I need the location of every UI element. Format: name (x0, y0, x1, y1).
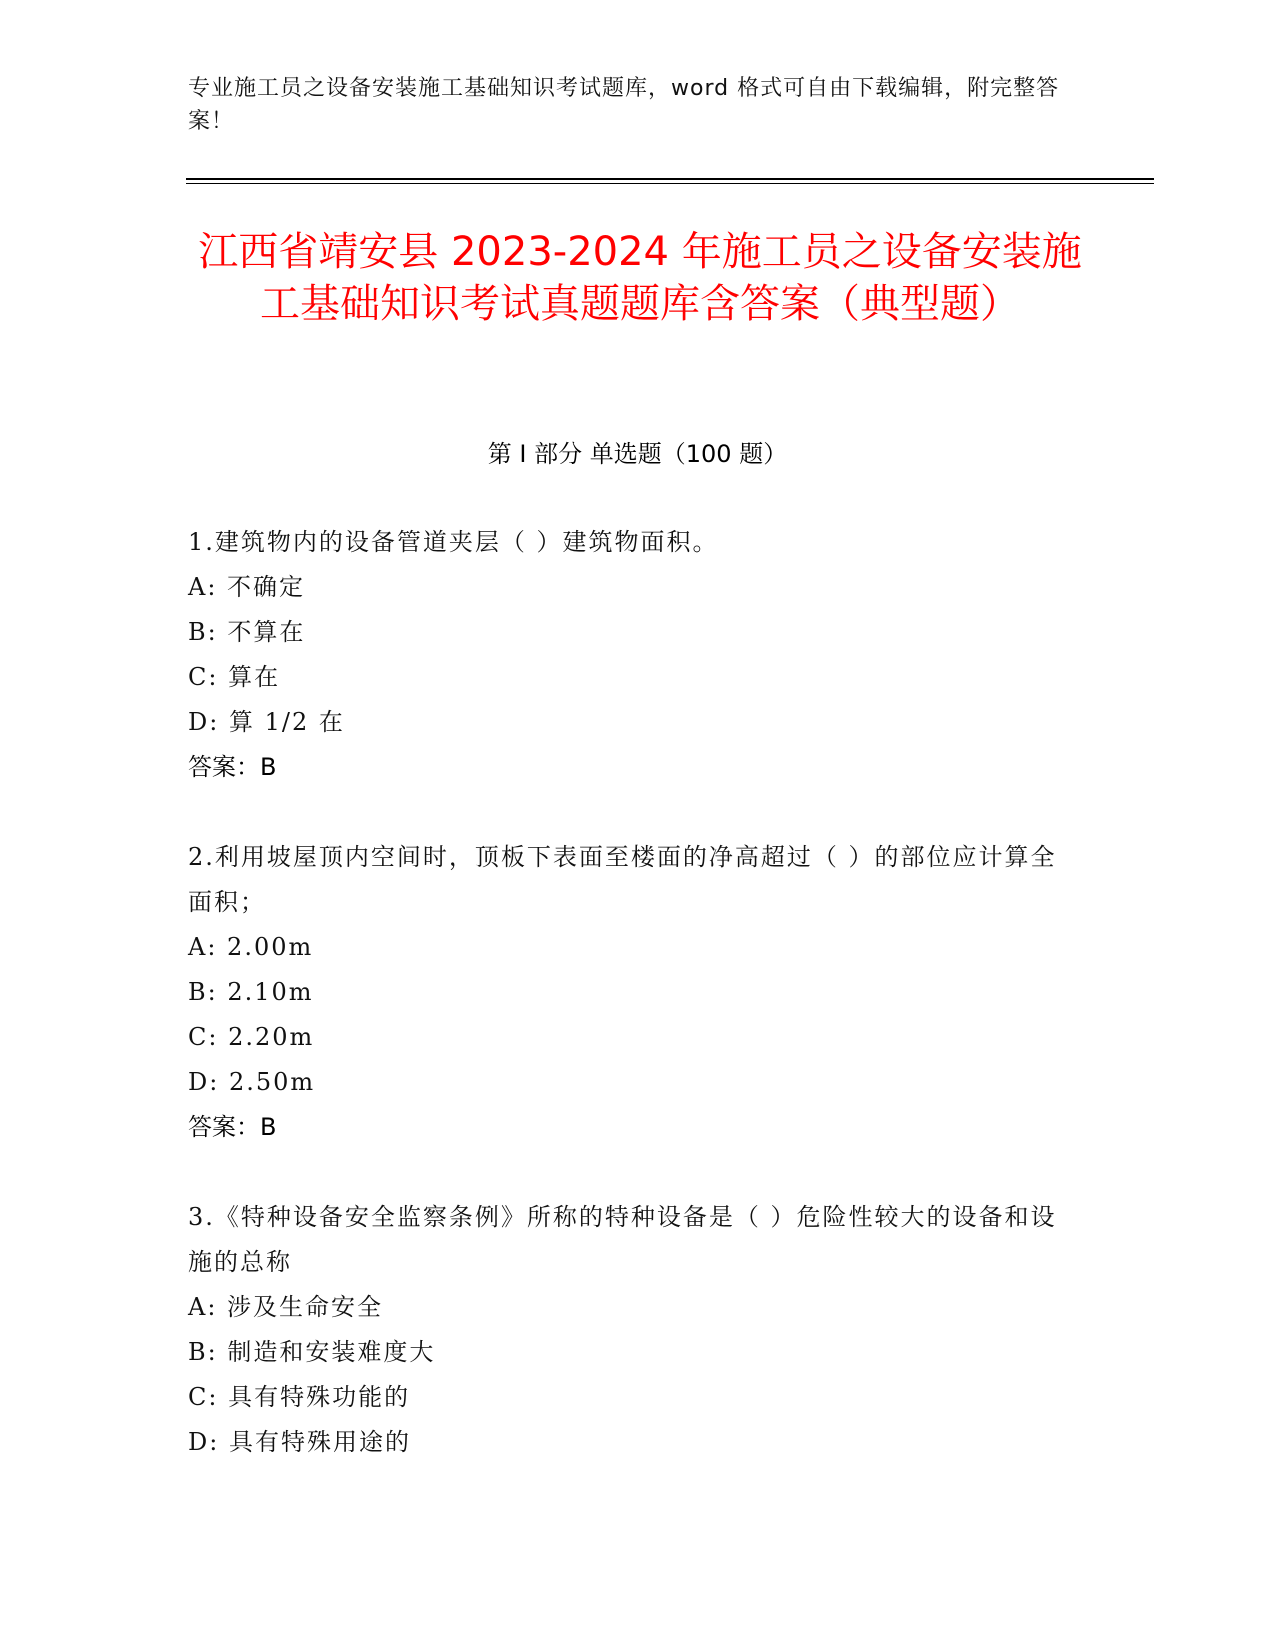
question-list (188, 520, 1078, 1510)
option-d: D: 2.50m (188, 1068, 316, 1096)
option-b: B: 2.10m (188, 978, 314, 1006)
section-title: 第 I 部分 单选题（100 题） (487, 440, 788, 468)
question-3 (188, 1195, 1078, 1465)
header-divider-thick (186, 178, 1154, 180)
header-divider-thin (186, 183, 1154, 184)
option-c: C: 算在 (188, 663, 281, 691)
option-d: D: 算 1/2 在 (188, 708, 345, 736)
question-stem: 3.《特种设备安全监察条例》所称的特种设备是（ ）危险性较大的设备和设施的总称 (188, 1203, 1057, 1276)
question-1 (188, 520, 1078, 790)
option-a: A: 不确定 (188, 573, 306, 601)
document-title: 江西省靖安县 2023-2024 年施工员之设备安装施工基础知识考试真题题库含答案（典型题） (198, 229, 1082, 327)
question-2 (188, 835, 1078, 1150)
option-c: C: 具有特殊功能的 (188, 1383, 411, 1411)
option-a: A: 涉及生命安全 (188, 1293, 384, 1321)
answer-line: 答案：B (188, 1113, 277, 1141)
option-a: A: 2.00m (188, 933, 314, 961)
answer-line: 答案：B (188, 753, 277, 781)
option-d: D: 具有特殊用途的 (188, 1428, 411, 1456)
question-stem: 2.利用坡屋顶内空间时，顶板下表面至楼面的净高超过（ ）的部位应计算全面积； (188, 843, 1057, 916)
question-stem: 1.建筑物内的设备管道夹层（ ）建筑物面积。 (188, 528, 719, 556)
option-b: B: 制造和安装难度大 (188, 1338, 436, 1366)
option-c: C: 2.20m (188, 1023, 315, 1051)
header-note: 专业施工员之设备安装施工基础知识考试题库，word 格式可自由下载编辑，附完整答案！ (188, 76, 1060, 134)
option-b: B: 不算在 (188, 618, 306, 646)
